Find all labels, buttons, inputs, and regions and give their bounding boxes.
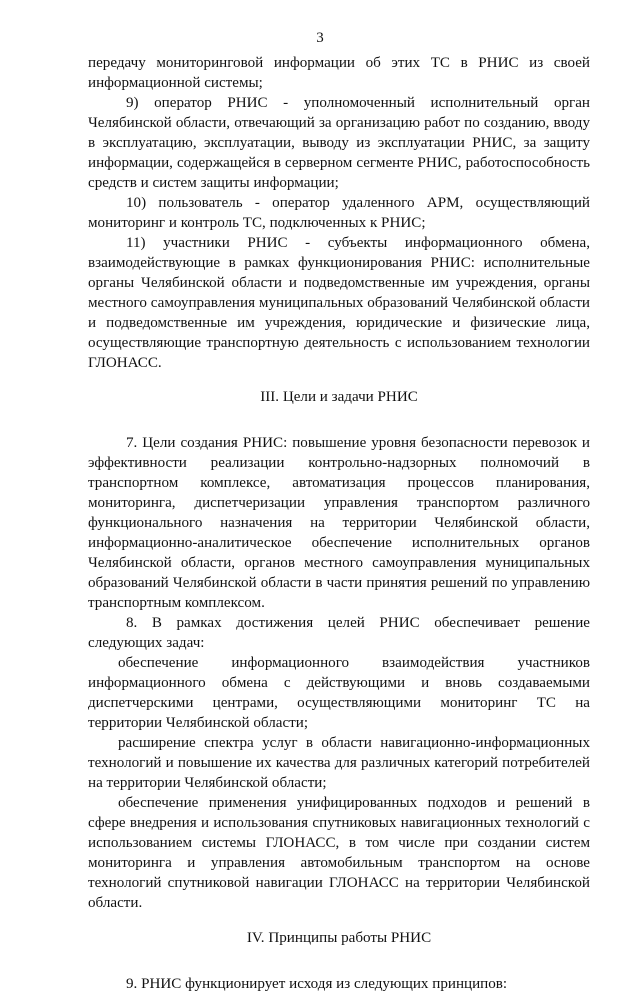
section-heading-3: III. Цели и задачи РНИС [260, 389, 418, 405]
clause-7: 7. Цели создания РНИС: повышение уровня безопасности перевозок и эффективности реализации контрольно-надзорных полномочий в транспортном комплексе, автоматизация процессов планирования, мониторинга, диспетчеризации управления транспортом различного функционального назначения на территории Челябинской области, информационно-аналитическое обеспечение исполнительных органов Челябинской области, органов местного самоуправления муниципальных образований Челябинской области в части принятия решений по управлению транспортным комплексом. [88, 435, 590, 611]
task-item: обеспечение применения унифицированных подходов и решений в сфере внедрения и использования спутниковых навигационных технологий с использованием системы ГЛОНАСС, в том числе при создании систем мониторинга и управления автомобильным транспортом на основе технологий спутниковой навигации ГЛОНАСС на территории Челябинской области. [88, 795, 590, 911]
clause-8: 8. В рамках достижения целей РНИС обеспечивает решение следующих задач: [88, 615, 590, 651]
document-body [88, 53, 590, 994]
section-heading-4: IV. Принципы работы РНИС [246, 930, 432, 946]
page-number: 3 [316, 30, 324, 46]
paragraph-continuation: передачу мониторинговой информации об этих ТС в РНИС из своей информационной системы; [88, 55, 590, 91]
task-item: расширение спектра услуг в области навигационно-информационных технологий и повышение их качества для различных категорий потребителей на территории Челябинской области; [88, 735, 590, 791]
task-item: обеспечение информационного взаимодействия участников информационного обмена с действующими и вновь создаваемыми диспетчерскими центрами, осуществляющими мониторинг ТС на территории Челябинской области; [88, 655, 590, 731]
definition-item-10: 10) пользователь - оператор удаленного АРМ, осуществляющий мониторинг и контроль ТС, подключенных к РНИС; [88, 195, 590, 231]
clause-9: 9. РНИС функционирует исходя из следующих принципов: [126, 976, 508, 992]
definition-item-11: 11) участники РНИС - субъекты информационного обмена, взаимодействующие в рамках функционирования РНИС: исполнительные органы Челябинской области и подведомственные им учреждения, органы местного самоуправления муниципальных образований Челябинской области и подведомственные им учреждения, юридические и физические лица, осуществляющие транспортную деятельность с использованием технологии ГЛОНАСС. [88, 235, 590, 371]
definition-item-9: 9) оператор РНИС - уполномоченный исполнительный орган Челябинской области, отвечающий за организацию работ по созданию, вводу в эксплуатацию, эксплуатации, выводу из эксплуатации РНИС, за защиту информации, содержащейся в серверном сегменте РНИС, работоспособность средств и систем защиты информации; [88, 95, 590, 191]
